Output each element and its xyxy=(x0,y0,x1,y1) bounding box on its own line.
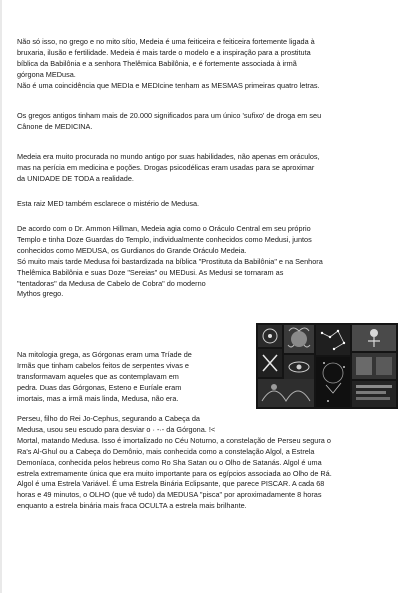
collage-tile-medusa-head xyxy=(284,325,314,353)
text-line: Ra's Al-Ghul ou a Cabeça do Demônio, mais conhecida como a constelação Algol, a Estrela xyxy=(17,446,315,456)
text-line: bruxaria, ilusão e fertilidade. Medeia é mais tarde o modelo e a inspiração para a prostituta xyxy=(17,47,311,57)
text-line: horas e 49 minutos, o OLHO (que vê tudo) da MEDUSA "pisca" por aproximadamente 8 horas xyxy=(17,490,322,500)
text-line: Na mitologia grega, as Górgonas eram uma Tríade de xyxy=(17,350,192,359)
text-line: estrela extremamente única que era muito importante para os egípcios associada ao Olho de Rá. xyxy=(17,468,332,478)
collage-tile-symbol xyxy=(258,349,282,377)
text-line: enquanto a estrela binária mais fraca OCULTA a estrela mais brilhante. xyxy=(17,501,247,511)
collage-tile-constellation xyxy=(316,357,350,407)
text-line: conhecidos como MEDUSA, os Gurdianos do Grande Oráculo Medeia. xyxy=(17,245,247,255)
collage-tile-bottom-right xyxy=(352,381,396,407)
collage-tile-stars xyxy=(316,325,350,355)
text-line: Os gregos antigos tinham mais de 20.000 significados para um único 'sufixo' de droga em seu xyxy=(17,111,322,120)
text-line: da UNIDADE DE TODA a realidade. xyxy=(17,173,134,183)
text-line: pedra. Duas das Górgonas, Esteno e Euríale eram xyxy=(17,382,182,392)
collage-tile-figure xyxy=(352,325,396,351)
paragraph-hillman xyxy=(17,224,323,300)
text-line: Medusa, usou seu escudo para desviar o · -·- da Górgona. !< xyxy=(17,424,216,434)
text-line: Mythos grego. xyxy=(17,289,64,299)
text-line: Demoníaca, conhecida pelos hebreus como Ro Sha Satan ou o Olho de Satanás. Algol é uma xyxy=(17,457,322,467)
paragraph-medeia-skills xyxy=(17,152,320,185)
text-line: Templo e tinha Doze Guardas do Templo, individualmente conhecidos como Medusi, juntos xyxy=(17,234,312,244)
text-line: Esta raiz MED também esclarece o mistério de Medusa. xyxy=(17,199,200,208)
medusa-collage-image xyxy=(256,323,398,409)
collage-tile-sun xyxy=(258,325,282,347)
text-line: Perseu, filho do Rei Jo-Cephus, segurando a Cabeça da xyxy=(17,414,200,423)
paragraph-greek-meanings xyxy=(17,111,321,133)
text-line: "tentadoras" da Medusa de Cabelo de Cobra" do moderno xyxy=(17,278,206,288)
text-line: Algol é uma Estrela Variável. É uma Estrela Binária Eclipsante, que parece PISCAR. A cada 68 xyxy=(17,479,325,489)
collage-graphic xyxy=(256,323,398,409)
text-line: Mortal, matando Medusa. Isso é imortalizado no Céu Noturno, a constelação de Perseu segura o xyxy=(17,435,331,445)
paragraph-med-root xyxy=(17,199,199,210)
paragraph-gorgons xyxy=(17,350,192,405)
text-line: Não é uma coincidência que MEDIa e MEDIcine tenham as MESMAS primeiras quatro letras. xyxy=(17,80,320,90)
text-line: mas na perícia em medicina e poções. Drogas psicodélicas eram usadas para se aproximar xyxy=(17,162,315,172)
collage-tile-panel xyxy=(352,353,396,379)
text-line: górgona MEDusa. xyxy=(17,69,76,79)
text-line: Medeia era muito procurada no mundo antigo por suas habilidades, não apenas em oráculos, xyxy=(17,152,320,161)
text-line: Só muito mais tarde Medusa foi bastardizada na bíblica "Prostituta da Babilônia" e na Senhora xyxy=(17,256,323,266)
text-line: imortais, mas a irmã mais linda, Medusa, não era. xyxy=(17,393,179,403)
collage-tile-bottom-left xyxy=(258,379,314,407)
collage-tile-eye xyxy=(284,355,314,379)
text-line: Não só isso, no grego e no mito sítio, Medeia é uma feiticeira e feiticeira fortemente ligada à xyxy=(17,37,315,46)
text-line: bíblica da Babilônia e a senhora Thelêmica Babilônia, e é fortemente associada à irmã xyxy=(17,58,297,68)
text-line: transformavam aqueles que as contemplavam em xyxy=(17,371,179,381)
text-line: Cânone de MEDICINA. xyxy=(17,121,93,131)
text-line: Irmãs que tinham cabelos feitos de serpentes vivas e xyxy=(17,360,189,370)
page-edge xyxy=(0,0,2,593)
text-line: De acordo com o Dr. Ammon Hillman, Medeia agia como o Oráculo Central em seu próprio xyxy=(17,224,311,233)
paragraph-medeia-intro xyxy=(17,37,320,92)
paragraph-perseus-algol xyxy=(17,414,332,512)
text-line: Thelêmica Babilônia e suas Doze "Sereias" ou MEDusi. As Medusi se tornaram as xyxy=(17,267,284,277)
